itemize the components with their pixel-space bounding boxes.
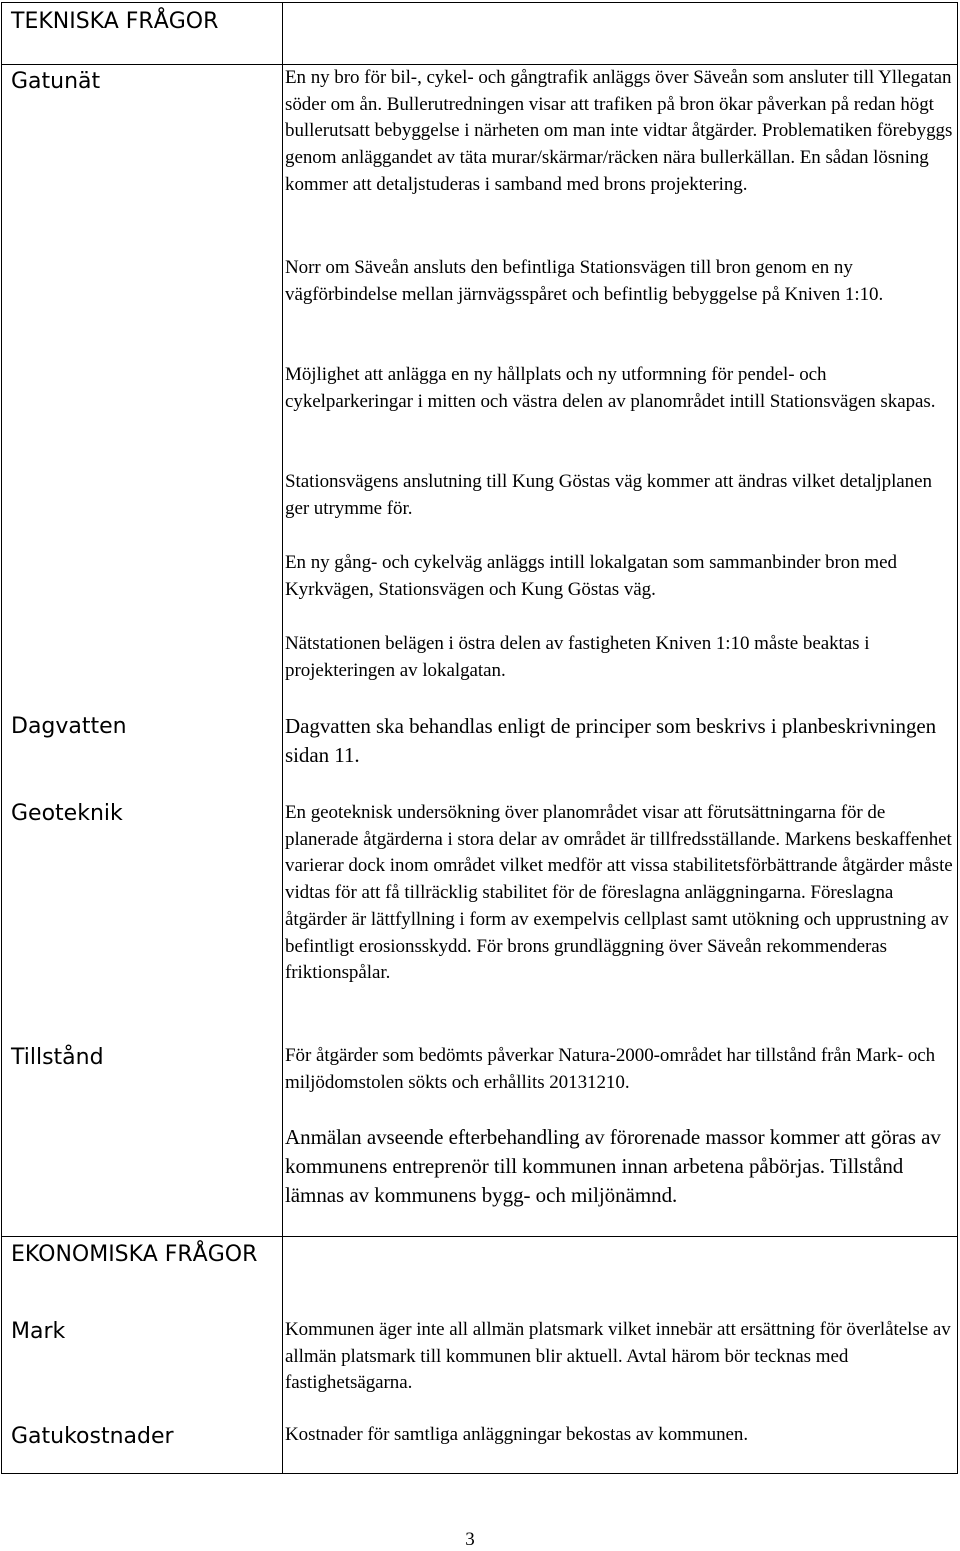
section-heading-tekniska: TEKNISKA FRÅGOR bbox=[11, 9, 219, 34]
gatunat-paragraph-3: Möjlighet att anlägga en ny hållplats och ny utformning för pendel- och cykelparkeringar i mitten och västra delen av planområdet intill Stationsvägen skapas. bbox=[285, 364, 936, 412]
row-label-geoteknik: Geoteknik bbox=[11, 801, 123, 826]
row-divider bbox=[2, 1236, 957, 1237]
mark-paragraph: Kommunen äger inte all allmän platsmark vilket innebär att ersättning för överlåtelse av allmän platsmark till kommunen blir aktuell. Avtal härom bör tecknas med fastighetsägarna. bbox=[285, 1319, 951, 1394]
gatukostnader-paragraph: Kostnader för samtliga anläggningar bekostas av kommunen. bbox=[285, 1424, 749, 1445]
gatunat-paragraph-5: En ny gång- och cykelväg anläggs intill lokalgatan som sammanbinder bron med Kyrkvägen, Stationsvägen och Kung Göstas väg. bbox=[285, 552, 897, 600]
tillstand-paragraph-1: För åtgärder som bedömts påverkar Natura-2000-området har tillstånd från Mark- och miljödomstolen sökts och erhållits 20131210. bbox=[285, 1045, 936, 1093]
page-number: 3 bbox=[465, 1529, 475, 1550]
geoteknik-paragraph: En geoteknisk undersökning över planområdet visar att förutsättningarna för de planerade åtgärderna i stora delar av området är tillfredsställande. Markens beskaffenhet varierar dock inom området vilket medför att vissa stabilitetsförbättrande åtgärder måste vidtas för att få tillräcklig stabilitet för de föreslagna anläggningarna. Föreslagna åtgärder är lättfyllning i form av exempelvis cellplast samt utökning och upprustning av befintligt erosionsskydd. För brons grundläggning över Säveån rekommenderas friktionspålar. bbox=[285, 802, 953, 984]
document-table bbox=[1, 2, 958, 1474]
section-heading-ekonomiska: EKONOMISKA FRÅGOR bbox=[11, 1242, 258, 1267]
gatunat-paragraph-6: Nätstationen belägen i östra delen av fastigheten Kniven 1:10 måste beaktas i projekteringen av lokalgatan. bbox=[285, 633, 870, 681]
row-label-dagvatten: Dagvatten bbox=[11, 714, 127, 739]
column-divider bbox=[282, 3, 283, 1473]
gatunat-paragraph-2: Norr om Säveån ansluts den befintliga Stationsvägen till bron genom en ny vägförbindelse mellan järnvägsspåret och befintlig bebyggelse på Kniven 1:10. bbox=[285, 257, 884, 305]
row-label-mark: Mark bbox=[11, 1319, 66, 1344]
row-label-gatukostnader: Gatukostnader bbox=[11, 1424, 174, 1449]
dagvatten-paragraph: Dagvatten ska behandlas enligt de principer som beskrivs i planbeskrivningen sidan 11. bbox=[285, 714, 937, 767]
gatunat-paragraph-4: Stationsvägens anslutning till Kung Göstas väg kommer att ändras vilket detaljplanen ger utrymme för. bbox=[285, 471, 932, 519]
gatunat-paragraph-1: En ny bro för bil-, cykel- och gångtrafik anläggs över Säveån som ansluter till Yllegatan söder om ån. Bullerutredningen visar att trafiken på bron ökar påverkan på redan högt bullerutsatt bebyggelse i närheten om man inte vidtar åtgärder. Problematiken förebyggs genom anläggandet av täta murar/skärmar/räcken nära bullerkällan. En sådan lösning kommer att detaljstuderas i samband med brons projektering. bbox=[285, 67, 953, 195]
row-label-gatunat: Gatunät bbox=[11, 69, 101, 94]
row-label-tillstand: Tillstånd bbox=[11, 1045, 104, 1070]
tillstand-paragraph-2: Anmälan avseende efterbehandling av förorenade massor kommer att göras av kommunens entreprenör till kommunen innan arbetena påbörjas. Tillstånd lämnas av kommunens bygg- och miljönämnd. bbox=[285, 1125, 941, 1207]
